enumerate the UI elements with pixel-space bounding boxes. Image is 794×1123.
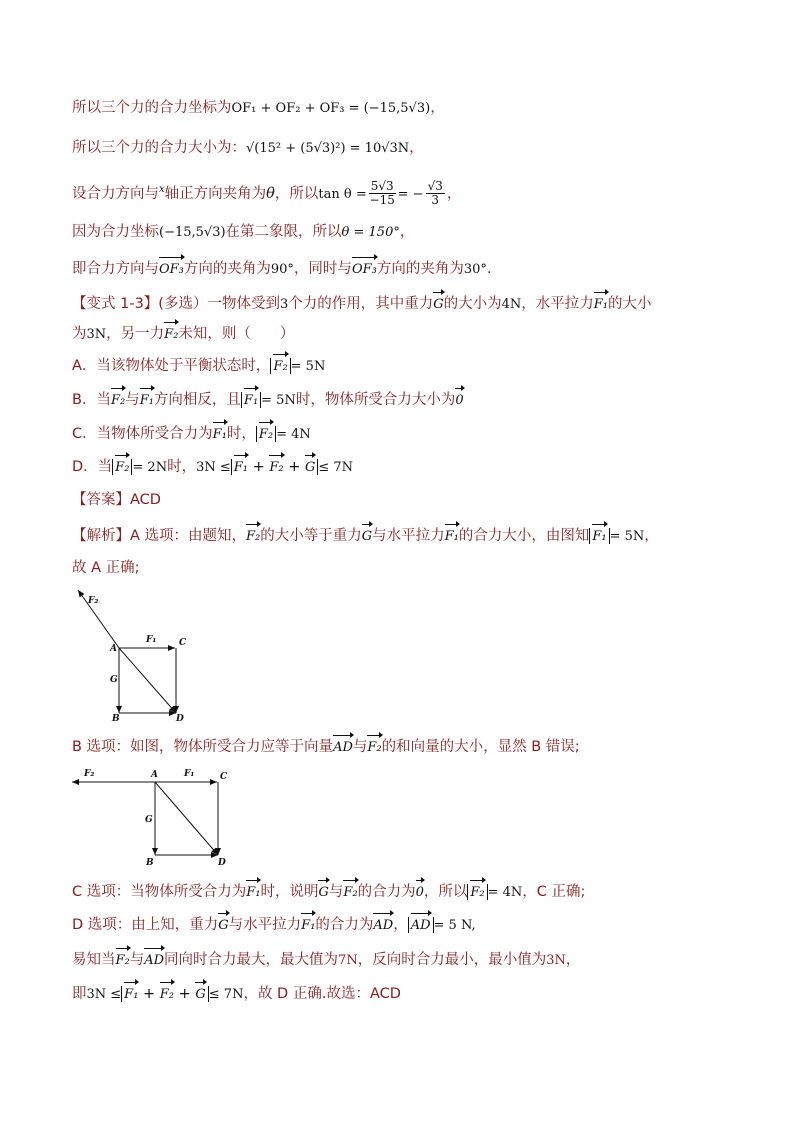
vector-symbol: F₁ — [244, 388, 258, 411]
analysis-c — [72, 880, 585, 903]
option-text: A．当该物体处于平衡状态时， — [72, 358, 271, 374]
analysis-e — [72, 948, 580, 971]
analysis-label: 【解析】 — [72, 528, 130, 544]
vector-symbol: AD — [411, 913, 431, 936]
text: 未知，则（ ） — [178, 326, 295, 342]
math-expression: 3N ≤ — [86, 987, 122, 1002]
text: 轴正方向夹角为 — [164, 185, 267, 202]
label-d: D — [218, 858, 226, 868]
text: 与 — [352, 739, 368, 755]
vector-symbol: G — [195, 982, 205, 1005]
math-expression: tan θ = — [318, 186, 367, 202]
text: ，故 D 正确.故选：ACD — [243, 986, 401, 1002]
text: 个力的作用，其中重力 — [288, 296, 434, 312]
text: 易知当 — [72, 952, 116, 968]
math-expression: 7N — [338, 953, 358, 968]
math-expression: = − — [397, 186, 424, 202]
vector-symbol: G — [362, 524, 372, 547]
vector-symbol: 0 — [416, 880, 424, 903]
vector-symbol: F₂ — [164, 322, 178, 345]
math-expression: ≤ 7N — [318, 460, 354, 475]
text: 设合力方向与 — [72, 185, 159, 202]
vector-symbol: F₂ — [259, 422, 273, 445]
text: 时， — [226, 426, 256, 442]
vector-symbol: F₁ — [301, 913, 315, 936]
math-expression: 3N — [546, 953, 566, 968]
label-f2: F₂ — [88, 596, 99, 606]
text: 的合力为 — [357, 884, 416, 900]
vector-symbol: F₂ — [273, 354, 287, 377]
option-text: D．当 — [72, 459, 113, 475]
vector-symbol: F₁ — [234, 455, 248, 478]
option-text: C．当物体所受合力为 — [72, 426, 213, 442]
vector-symbol: F₁ — [445, 524, 459, 547]
text: 所以三个力的合力大小为： — [72, 140, 246, 156]
math-expression: = 5N — [290, 359, 326, 374]
text: 时，说明 — [260, 884, 319, 900]
math-expression: √(15² + (5√3)²) = 10√3N — [246, 141, 410, 156]
vector-symbol: F₂ — [246, 524, 260, 547]
analysis-d — [72, 913, 476, 936]
text: 与 — [328, 884, 344, 900]
text: ， — [393, 917, 408, 933]
text: 故 A 正确; — [72, 560, 140, 576]
text: 同向时合力最大，最大值为 — [164, 952, 339, 968]
vector-symbol: OF₃ — [352, 257, 377, 280]
answer-value: ACD — [130, 492, 161, 508]
vector-symbol: F₁ — [140, 388, 154, 411]
text: A 选项：由题知， — [130, 528, 247, 544]
math-expression: 4N — [501, 297, 522, 312]
label-f1: F₁ — [184, 769, 195, 779]
text: D 选项：由上知，重力 — [72, 917, 219, 933]
label-b: B — [146, 858, 154, 868]
math-expression: = 5N — [609, 529, 645, 544]
abs-value — [408, 917, 434, 933]
text: 因为合力坐标 — [72, 224, 159, 240]
text: ， — [409, 140, 424, 156]
label-c: C — [179, 638, 187, 648]
text: 方向的夹角为 — [376, 261, 464, 277]
vector-symbol: F₂ — [160, 982, 174, 1005]
math-expression: θ = 150° — [341, 225, 400, 240]
vector-symbol: F₂ — [367, 735, 381, 758]
label-g: G — [145, 815, 153, 825]
label-g: G — [110, 675, 118, 685]
vector-symbol: 0 — [455, 388, 463, 411]
label-f2: F₂ — [84, 769, 95, 779]
abs-value: F₁ + F₂ + G — [121, 986, 209, 1002]
vector-symbol: G — [318, 880, 328, 903]
text: 时，物体所受合力大小为 — [295, 392, 456, 408]
vector-symbol: F₂ — [111, 388, 125, 411]
vector-symbol: AD — [333, 735, 353, 758]
label-b: B — [112, 714, 120, 724]
math-expression: (−15,5√3) — [159, 225, 226, 240]
vector-symbol: G — [433, 292, 443, 315]
text: ， — [644, 528, 659, 544]
math-expression: 30° — [463, 262, 487, 277]
text: 方向的夹角为 — [183, 261, 271, 277]
math-expression: 90° — [270, 262, 294, 277]
text: ，水平拉力 — [521, 296, 594, 312]
vector-symbol: F₁ — [594, 292, 608, 315]
math-expression: 3N — [86, 327, 107, 342]
vector-symbol: F₂ — [269, 455, 283, 478]
math-expression: = 2N — [132, 460, 168, 475]
text: 的合力为 — [315, 917, 374, 933]
text: B 选项：如图，物体所受合力应等于向量 — [72, 739, 334, 755]
text: 与水平拉力 — [372, 528, 445, 544]
math-expression: = 5 N, — [433, 918, 476, 933]
vector-symbol: F₂ — [116, 948, 130, 971]
text: ，所以 — [274, 185, 319, 202]
text: 在第二象限，所以 — [225, 224, 342, 240]
text: C 选项：当物体所受合力为 — [72, 884, 247, 900]
text: ，同时与 — [293, 261, 352, 277]
text: ， — [446, 185, 462, 202]
vector-symbol: OF₃ — [159, 257, 184, 280]
abs-value — [467, 884, 487, 900]
vector-symbol: G — [218, 913, 228, 936]
text: ，另一力 — [106, 326, 165, 342]
math-expression: = 4N — [487, 885, 523, 900]
analysis-f — [72, 982, 401, 1005]
text: 与 — [129, 952, 145, 968]
label-a: A — [151, 770, 158, 780]
text: 即 — [72, 986, 87, 1002]
fraction-denominator: 3 — [431, 193, 440, 208]
text: ， — [399, 224, 415, 240]
text: ， — [430, 100, 445, 116]
vector-symbol: F₁ — [213, 422, 227, 445]
math-expression: 3 — [279, 297, 289, 312]
math-var: θ — [266, 185, 275, 202]
vector-symbol: AD — [144, 948, 164, 971]
text: 的和向量的大小，显然 B 错误; — [381, 739, 580, 755]
label-f1: F₁ — [146, 635, 157, 645]
vector-symbol: AD — [373, 913, 393, 936]
text: 方向相反，且 — [153, 392, 241, 408]
math-expression: ≤ 7N — [208, 987, 244, 1002]
text: 所以三个力的合力坐标为 — [72, 100, 232, 116]
text: 时， — [167, 459, 197, 475]
vector-symbol: F₂ — [115, 455, 129, 478]
text: 与 — [125, 392, 140, 408]
text: ，所以 — [423, 884, 468, 900]
vector-symbol: G — [305, 455, 315, 478]
text: ，C 正确; — [522, 884, 586, 900]
text: 的大小 — [608, 296, 652, 312]
text: 即合力方向与 — [72, 261, 159, 277]
text: 与水平拉力 — [228, 917, 302, 933]
text: 的大小等于重力 — [260, 528, 362, 544]
math-expression: = 5N — [261, 393, 296, 408]
math-expression: OF₁ + OF₂ + OF₃ = (−15,5√3) — [231, 101, 431, 116]
answer-label: 【答案】 — [72, 492, 130, 508]
vector-symbol: F₁ — [592, 524, 606, 547]
text: 的合力大小，由图知 — [458, 528, 590, 544]
vector-symbol: F₂ — [343, 880, 357, 903]
label-d: D — [176, 714, 184, 724]
text: ， — [565, 952, 581, 968]
math-expression: 3N ≤ — [196, 460, 231, 475]
text: 的大小为 — [443, 296, 502, 312]
math-expression: = 4N — [276, 427, 311, 442]
text: 为 — [72, 326, 87, 342]
fraction-numerator: √3 — [427, 179, 443, 194]
math-var: x — [159, 184, 165, 195]
label-c: C — [220, 772, 228, 782]
diagonal-ad — [155, 782, 218, 855]
fraction-numerator: 5√3 — [370, 179, 394, 194]
question-label: 【变式 1-3】(多选）一物体受到 — [72, 296, 280, 312]
text: . — [486, 261, 492, 277]
vector-symbol: F₁ — [124, 982, 138, 1005]
label-a: A — [110, 644, 117, 654]
text: ，反向时合力最小，最小值为 — [357, 952, 547, 968]
abs-value: F₁ + F₂ + G — [231, 459, 319, 475]
vector-symbol: F₁ — [246, 880, 260, 903]
vector-symbol: F₂ — [470, 880, 484, 903]
fraction-denominator: −15 — [369, 193, 395, 208]
option-text: B．当 — [72, 392, 111, 408]
